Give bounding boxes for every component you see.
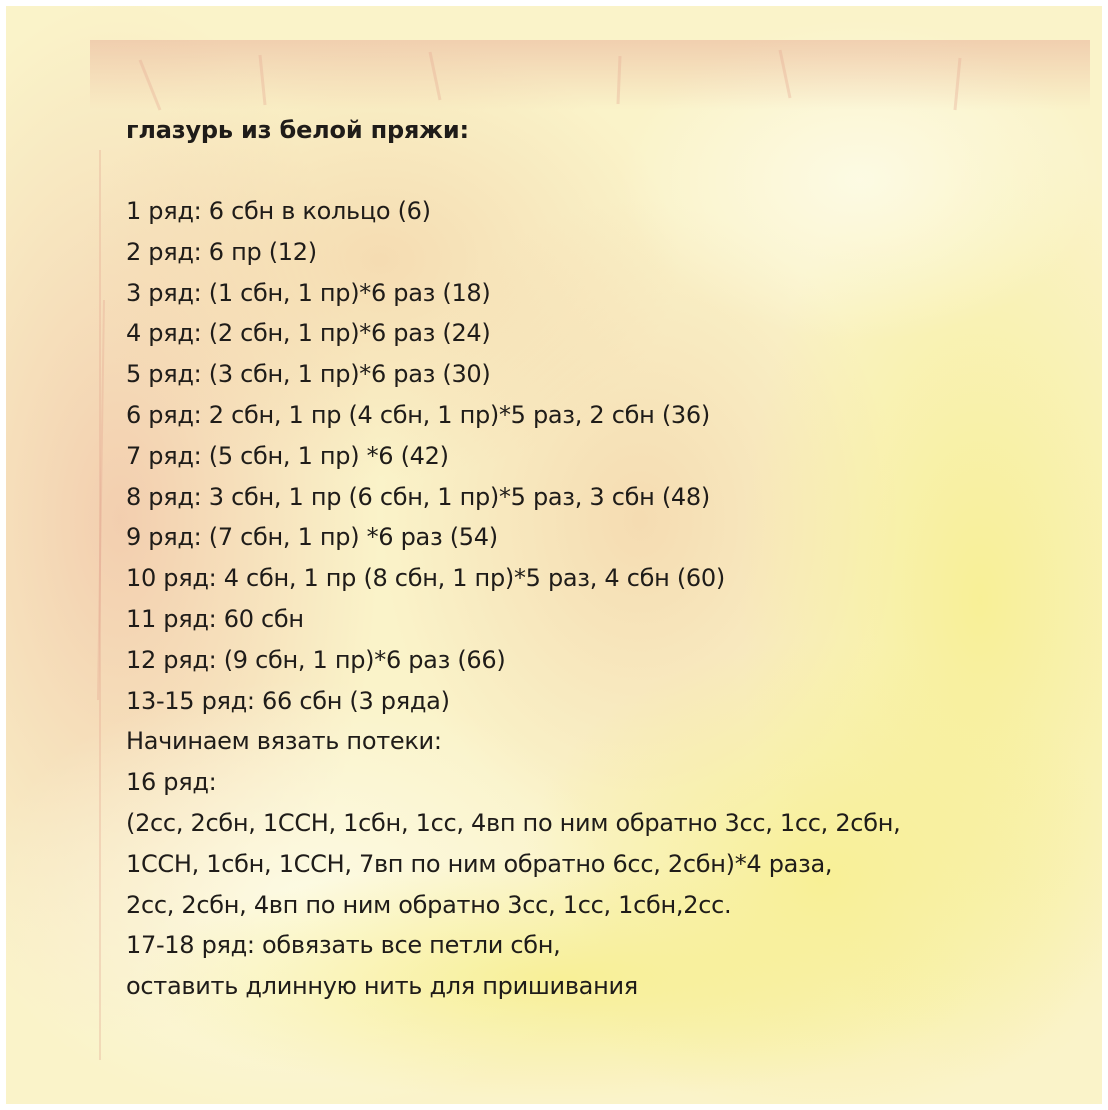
pattern-line: 5 ряд: (3 сбн, 1 пр)*6 раз (30) [126,360,491,389]
pattern-line: 12 ряд: (9 сбн, 1 пр)*6 раз (66) [126,645,506,674]
pattern-line: 10 ряд: 4 сбн, 1 пр (8 сбн, 1 пр)*5 раз, 4 сбн (60) [126,564,725,593]
pattern-line: 6 ряд: 2 сбн, 1 пр (4 сбн, 1 пр)*5 раз, 2 сбн (36) [126,400,710,429]
pattern-line: Начинаем вязать потеки: [126,727,442,756]
pattern-text [126,110,1066,1007]
pattern-line: 7 ряд: (5 сбн, 1 пр) *6 (42) [126,441,449,470]
pattern-line: 9 ряд: (7 сбн, 1 пр) *6 раз (54) [126,523,498,552]
pattern-line: 16 ряд: [126,768,217,797]
pattern-line: 1ССН, 1сбн, 1ССН, 7вп по ним обратно 6сс, 2сбн)*4 раза, [126,849,833,878]
pattern-line: 4 ряд: (2 сбн, 1 пр)*6 раз (24) [126,319,491,348]
pattern-line: 1 ряд: 6 сбн в кольцо (6) [126,197,431,225]
pattern-line: 2 ряд: 6 пр (12) [126,237,317,266]
pattern-line: оставить длинную нить для пришивания [126,972,638,1001]
pattern-line: 3 ряд: (1 сбн, 1 пр)*6 раз (18) [126,278,491,307]
pattern-line: 11 ряд: 60 сбн [126,604,304,633]
pattern-line: (2сс, 2сбн, 1ССН, 1сбн, 1сс, 4вп по ним обратно 3сс, 1сс, 2сбн, [126,808,901,837]
pattern-title: глазурь из белой пряжи: [126,116,469,144]
pattern-line: 13-15 ряд: 66 сбн (3 ряда) [126,686,450,715]
pattern-line: 17-18 ряд: обвязать все петли сбн, [126,931,561,960]
pattern-line: 8 ряд: 3 сбн, 1 пр (6 сбн, 1 пр)*5 раз, 3 сбн (48) [126,482,710,511]
pattern-line: 2сс, 2сбн, 4вп по ним обратно 3сс, 1сс, 1сбн,2сс. [126,890,732,919]
